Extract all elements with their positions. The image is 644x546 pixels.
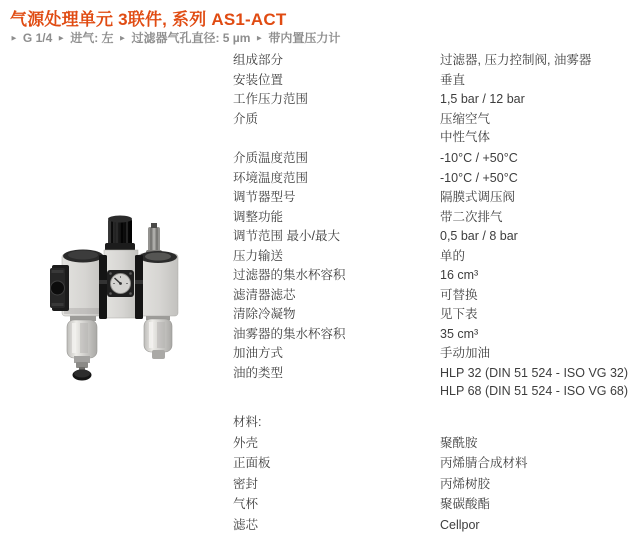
breadcrumb xyxy=(10,29,340,46)
spec-value: HLP 68 (DIN 51 524 - ISO VG 68) xyxy=(440,384,629,398)
product-photo xyxy=(50,210,182,382)
material-row xyxy=(233,433,633,454)
spec-value: 35 cm³ xyxy=(440,326,479,341)
spec-value: 1,5 bar / 12 bar xyxy=(440,92,525,106)
spec-value: 单的 xyxy=(440,248,466,263)
arrow-bullet-icon: ► xyxy=(118,33,127,42)
material-label: 外壳 xyxy=(233,435,259,450)
spec-row xyxy=(233,266,633,286)
spec-value: 中性气体 xyxy=(440,130,491,144)
pressure-gauge xyxy=(107,270,134,297)
material-row xyxy=(233,474,633,495)
lubricator-module xyxy=(138,251,178,316)
spec-row xyxy=(233,149,633,169)
spec-label: 过滤器的集水杯容积 xyxy=(233,268,346,282)
breadcrumb-item: 过滤器气孔直径: 5 µm xyxy=(131,31,251,45)
page-title: 气源处理单元 3联件, 系列 AS1-ACT xyxy=(10,10,287,29)
lubricator-bowl xyxy=(144,316,172,359)
spec-value: 垂直 xyxy=(440,72,466,87)
air-preparation-unit-illustration xyxy=(50,210,182,382)
breadcrumb-item: G 1/4 xyxy=(22,30,53,45)
spec-value: 0,5 bar / 8 bar xyxy=(440,229,518,243)
spec-value: 见下表 xyxy=(440,307,478,321)
spec-row xyxy=(233,364,633,400)
spec-row xyxy=(233,169,633,189)
spec-table xyxy=(233,51,633,399)
spec-label: 清除冷凝物 xyxy=(233,307,296,321)
spec-value: 可替换 xyxy=(440,287,478,302)
arrow-bullet-icon: ► xyxy=(10,33,18,42)
spec-row xyxy=(233,286,633,306)
material-value: Cellpor xyxy=(440,517,480,532)
material-row xyxy=(233,453,633,474)
spec-row xyxy=(233,188,633,208)
material-row xyxy=(233,515,633,536)
material-label: 滤芯 xyxy=(233,517,259,532)
material-row xyxy=(233,494,633,515)
spec-label: 加油方式 xyxy=(233,346,284,360)
materials-section xyxy=(233,412,633,535)
spec-label: 调整功能 xyxy=(233,209,284,224)
spec-label: 介质 xyxy=(233,111,259,126)
spec-value: HLP 32 (DIN 51 524 - ISO VG 32) xyxy=(440,365,629,380)
inlet-port-flange xyxy=(50,265,69,311)
spec-label: 调节器型号 xyxy=(233,190,296,204)
spec-row xyxy=(233,90,633,110)
spec-value: 隔膜式调压阀 xyxy=(440,190,516,204)
spec-row xyxy=(233,110,633,146)
spec-label: 调节范围 最小/最大 xyxy=(233,229,340,243)
materials-header: 材料: xyxy=(233,415,262,429)
spec-row xyxy=(233,227,633,247)
spec-label: 组成部分 xyxy=(233,53,284,67)
material-label: 正面板 xyxy=(233,456,271,470)
spec-row xyxy=(233,325,633,345)
spec-value: 手动加油 xyxy=(440,346,491,360)
spec-row xyxy=(233,344,633,364)
spec-label: 滤清器滤芯 xyxy=(233,287,296,302)
filter-bowl xyxy=(67,316,97,368)
spec-value: -10°C / +50°C xyxy=(440,151,518,165)
spec-value: 压缩空气 xyxy=(440,111,491,126)
arrow-bullet-icon: ► xyxy=(255,33,264,42)
spec-value: 16 cm³ xyxy=(440,268,479,282)
drain-valve-knob xyxy=(73,367,92,381)
spec-row xyxy=(233,51,633,71)
spec-row xyxy=(233,305,633,325)
material-value: 丙烯树胶 xyxy=(440,476,491,491)
spec-value: 带二次排气 xyxy=(440,209,503,224)
material-label: 气杯 xyxy=(233,497,259,511)
spec-label: 环境温度范围 xyxy=(233,170,309,185)
filler-plug xyxy=(146,223,162,255)
spec-row xyxy=(233,247,633,267)
spec-row xyxy=(233,71,633,91)
spec-label: 油雾器的集水杯容积 xyxy=(233,326,346,341)
spec-label: 工作压力范围 xyxy=(233,92,309,106)
material-value: 聚酰胺 xyxy=(440,435,478,450)
regulator-knob xyxy=(105,216,135,252)
spec-label: 压力输送 xyxy=(233,248,284,263)
breadcrumb-item: 带内置压力计 xyxy=(268,31,341,45)
material-value: 丙烯腈合成材料 xyxy=(440,456,528,470)
material-value: 聚碳酸酯 xyxy=(440,497,491,511)
spec-value: 过滤器, 压力控制阀, 油雾器 xyxy=(440,53,592,67)
spec-label: 介质温度范围 xyxy=(233,151,309,165)
arrow-bullet-icon: ► xyxy=(57,33,66,42)
spec-row xyxy=(233,208,633,228)
material-label: 密封 xyxy=(233,476,259,491)
spec-value: -10°C / +50°C xyxy=(440,170,518,185)
spec-label: 油的类型 xyxy=(233,365,284,380)
spec-label: 安装位置 xyxy=(233,72,284,87)
breadcrumb-item: 进气: 左 xyxy=(70,31,114,45)
